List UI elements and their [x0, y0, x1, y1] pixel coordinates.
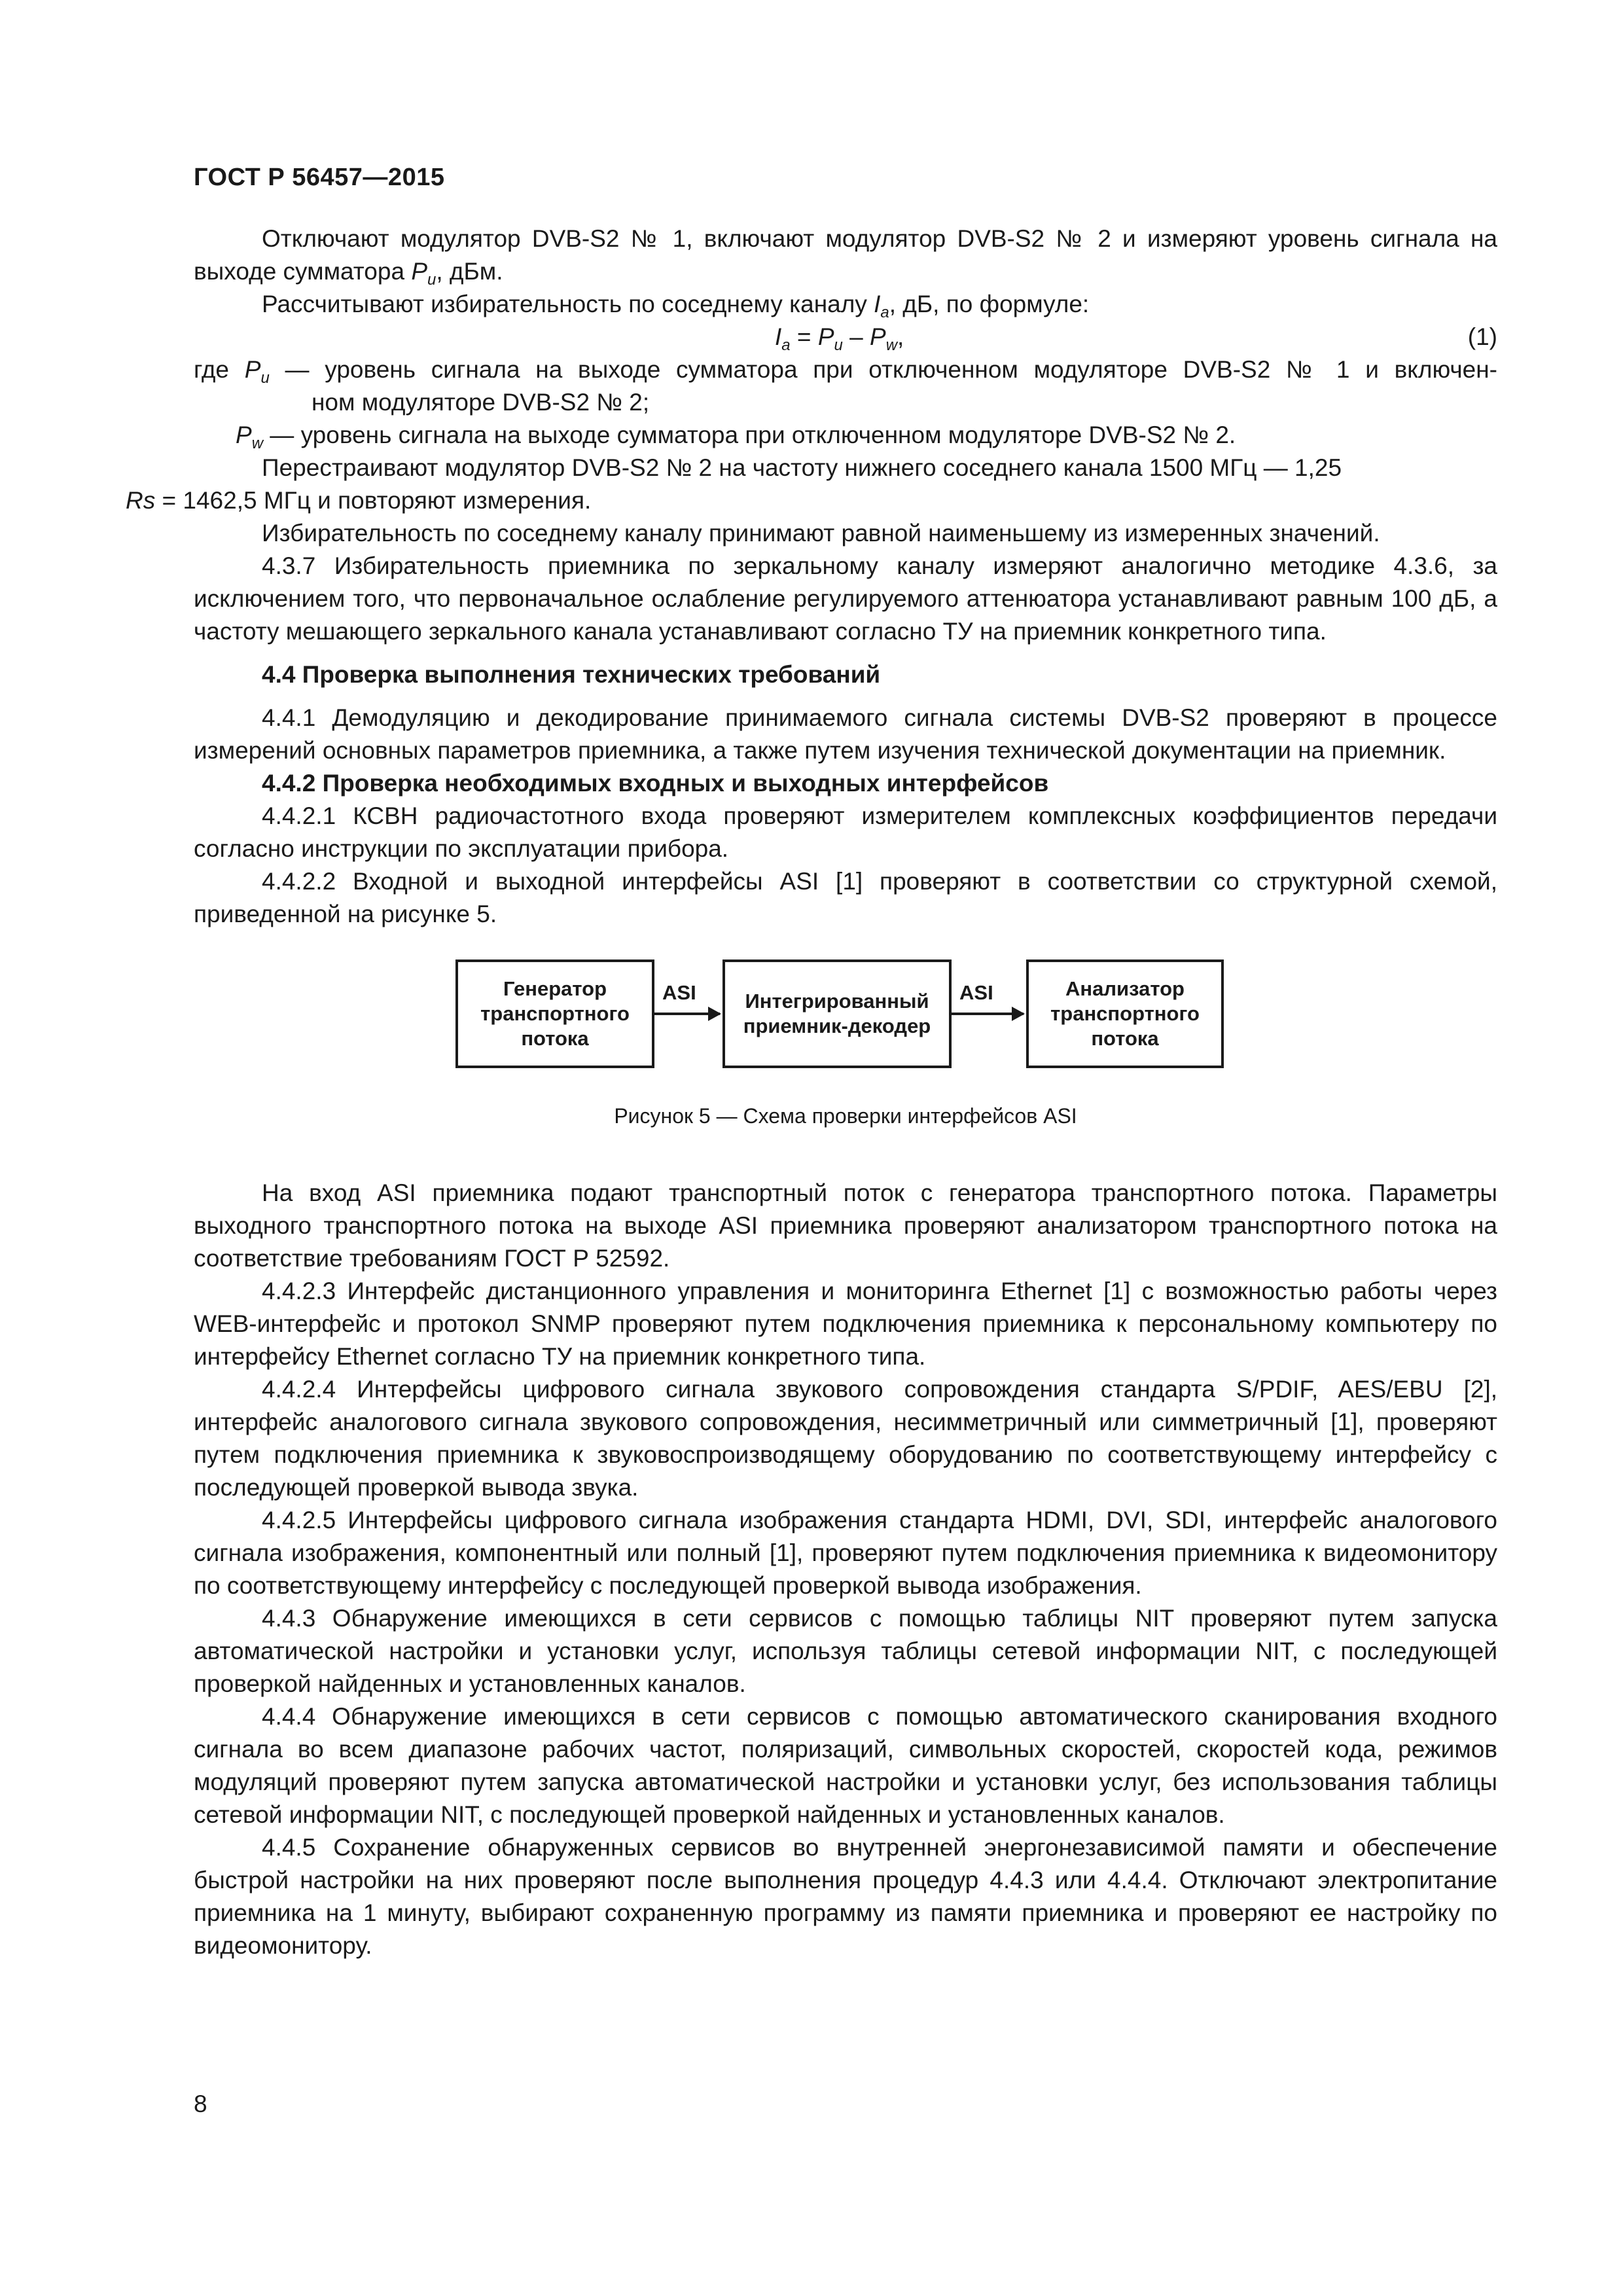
paragraph-4-4-2-3: 4.4.2.3 Интерфейс дистанционного управления и мониторинга Ethernet [1] с возможностью работы через WEB-интерфейс и протокол SNMP проверяют путем подключения приемника к персональному компьютеру по интерфейсу Ethernet согласно ТУ на приемник конкретного типа. [194, 1278, 1497, 1370]
paragraph-4-4-2-2: 4.4.2.2 Входной и выходной интерфейсы ASI [1] проверяют в соответствии со структурной схемой, приведенной на рисунке 5. [194, 868, 1497, 927]
p2-sub: a [880, 304, 889, 321]
box-analyzer: Анализатор транспортного потока [1026, 960, 1224, 1068]
document-header: ГОСТ Р 56457—2015 [194, 164, 445, 191]
paragraph-4-4-1: 4.4.1 Демодуляцию и декодирование принимаемого сигнала системы DVB-S2 проверяют в процессе измерений основных параметров приемника, а также путем изучения технической документации на приемник. [194, 704, 1497, 764]
box-receiver-decoder: Интегрированный приемник-декодер [722, 960, 952, 1068]
paragraph-p3: Перестраивают модулятор DVB-S2 № 2 на частоту нижнего соседнего канала 1500 МГц — 1,25 Rs = 1462,5 МГц и повторяют измерения. [126, 454, 1342, 514]
p1-sub: u [427, 271, 437, 289]
p1-var: P [411, 258, 428, 285]
paragraph-p2 [194, 288, 1497, 321]
paragraph-4-4-2-1: 4.4.2.1 КСВН радиочастотного входа проверяют измерителем комплексных коэффициентов передачи согласно инструкции по эксплуатации прибора. [194, 802, 1497, 862]
p2-text: Рассчитывают избирательность по соседнему каналу [262, 291, 867, 317]
formula-expression: $I_a = P_u - P_w$, [775, 323, 904, 354]
legend-row-pu: где $P_u$ — уровень сигнала на выходе сумматора при отключенном модуляторе DVB-S2 № 1 и включен- [194, 356, 1497, 387]
paragraph-4-4-2-4: 4.4.2.4 Интерфейсы цифрового сигнала звукового сопровождения стандарта S/PDIF, AES/EBU [2], интерфейс аналогового сигнала звукового сопровождения, несимметричный или симметричный [1], проверяют путем подключения приемника к звуковоспроизводящему оборудованию по соответствующему интерфейсу с последующей проверкой вывода звука. [194, 1376, 1497, 1501]
formula-legend [194, 353, 1497, 452]
paragraph-p1 [194, 223, 1497, 288]
formula-number: (1) [1467, 323, 1497, 350]
label-asi-1: ASI [662, 981, 696, 1004]
arrow-asi-1 [654, 1013, 720, 1015]
p2-tail: , дБ, по формуле: [889, 291, 1090, 317]
figure-5-caption: Рисунок 5 — Схема проверки интерфейсов ASI [614, 1104, 1077, 1128]
paragraph-4-4-4: 4.4.4 Обнаружение имеющихся в сети сервисов с помощью автоматического сканирования входного сигнала во всем диапазоне рабочих частот, поляризаций, символьных скоростей, скоростей кода, режимов модуляций проверяют путем запуска автоматической настройки и установки услуг, без использования таблицы сетевой информации NIT, с последующей проверкой найденных и установленных каналов. [194, 1703, 1497, 1828]
box-generator: Генератор транспортного потока [455, 960, 654, 1068]
paragraph-4-4-5: 4.4.5 Сохранение обнаруженных сервисов во внутренней энергонезависимой памяти и обеспечение быстрой настройки на них проверяют после выполнения процедур 4.4.3 или 4.4.4. Отключают электропитание приемника на 1 минуту, выбирают сохраненную программу из памяти приемника и проверяют ее настройку по видеомонитору. [194, 1834, 1497, 1959]
document-body [126, 223, 1497, 1962]
paragraph-4-4-3: 4.4.3 Обнаружение имеющихся в сети сервисов с помощью таблицы NIT проверяют путем запуска автоматической настройки и установки услуг, используя таблицы сетевой информации NIT, с последующей проверкой найденных и установленных каналов. [194, 1605, 1497, 1697]
legend-row-pw: $P_w$ — уровень сигнала на выходе сумматора при отключенном модуляторе DVB-S2 № 2. [236, 422, 1236, 452]
figure-5-diagram [194, 960, 1497, 1071]
formula-1 [194, 321, 1497, 353]
paragraph-4-4-2-5: 4.4.2.5 Интерфейсы цифрового сигнала изображения стандарта HDMI, DVI, SDI, интерфейс аналогового сигнала изображения, компонентный или полный [1], проверяют путем подключения приемника к видеомонитору по соответствующему интерфейсу с последующей проверкой вывода изображения. [194, 1507, 1497, 1599]
p1-text: Отключают модулятор DVB-S2 № 1, включают модулятор DVB-S2 № 2 и измеряют уровень сигнала на выходе сумматора [194, 225, 1497, 285]
paragraph-p4: Избирательность по соседнему каналу принимают равной наименьшему из измеренных значений. [262, 520, 1380, 547]
page-number: 8 [194, 2090, 207, 2117]
p1-tail: , дБм. [436, 258, 503, 285]
paragraph-4-3-7: 4.3.7 Избирательность приемника по зеркальному каналу измеряют аналогично методике 4.3.6, за исключением того, что первоначальное ослабление регулируемого аттенюатора устанавливают равным 100 дБ, а частоту мешающего зеркального канала устанавливают согласно ТУ на приемник конкретного типа. [194, 552, 1497, 645]
label-asi-2: ASI [959, 981, 993, 1004]
heading-4-4-2: 4.4.2 Проверка необходимых входных и выходных интерфейсов [262, 770, 1049, 797]
paragraph-asi-input: На вход ASI приемника подают транспортный поток с генератора транспортного потока. Параметры выходного транспортного потока на выходе ASI приемника проверяют анализатором транспортного потока на соответствие требованиям ГОСТ Р 52592. [194, 1179, 1497, 1272]
legend-row-pu-cont: ном модуляторе DVB-S2 № 2; [312, 389, 650, 416]
arrow-asi-2 [952, 1013, 1024, 1015]
heading-4-4: 4.4 Проверка выполнения технических требований [262, 661, 881, 688]
p2-var: I [874, 291, 881, 317]
